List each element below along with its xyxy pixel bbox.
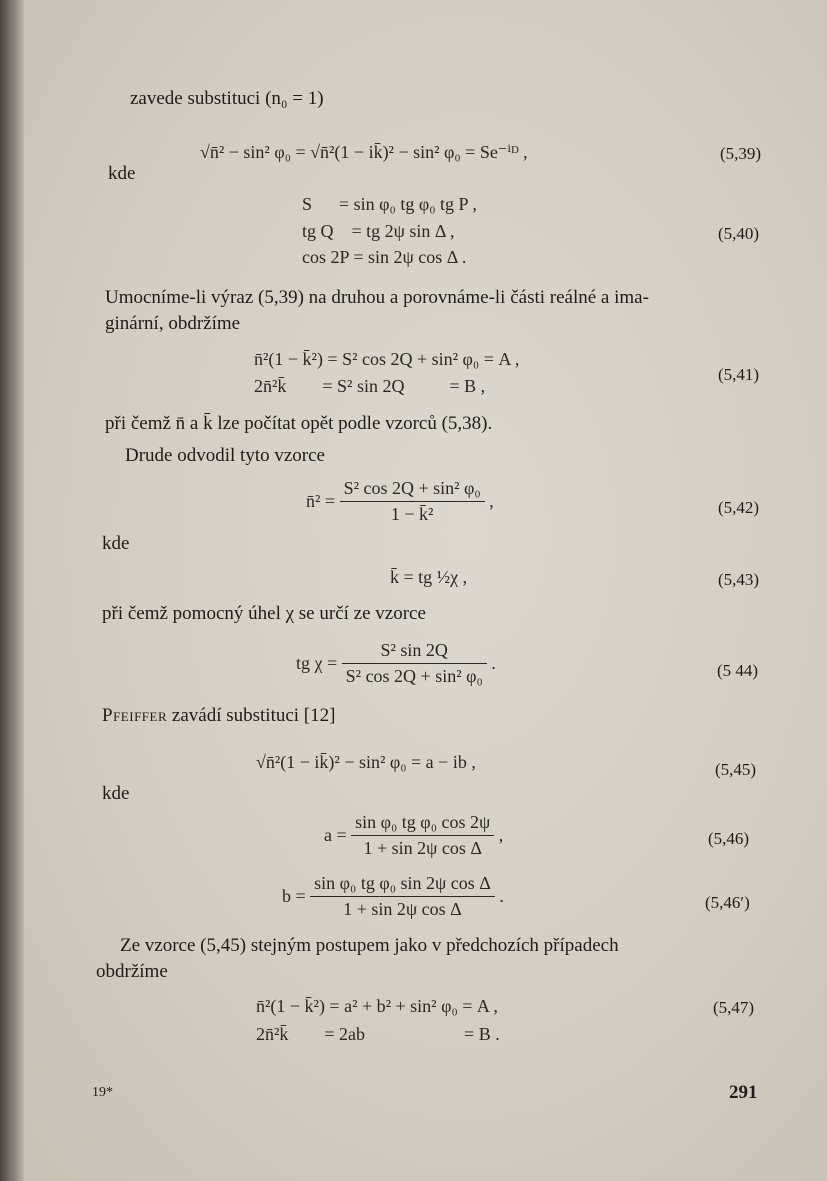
line-drude: Drude odvodil tyto vzorce xyxy=(125,445,325,466)
eq-5-44-numerator: S² sin 2Q xyxy=(342,640,487,664)
eq-label-5-45: (5,45) xyxy=(715,760,757,779)
kde-line-2: kde xyxy=(102,533,130,554)
paragraph-umocnime-line2: ginární, obdržíme xyxy=(105,313,241,334)
eq-5-46p-denominator: 1 + sin 2ψ cos Δ xyxy=(343,899,462,919)
eq-label-5-40: (5,40) xyxy=(718,224,760,243)
line-pri-cemz-1: při čemž n̄ a k̄ lze počítat opět podle vzorců (5,38). xyxy=(105,413,493,434)
equation-5-45: √n̄²(1 − ik̄)² − sin² φ₀ = a − ib , xyxy=(256,752,476,772)
eq-label-5-41: (5,41) xyxy=(718,365,760,384)
author-pfeiffer: Pfeiffer xyxy=(102,705,168,726)
eq-5-46p-fraction xyxy=(310,873,495,920)
paragraph-ze-vzorce-line2: obdržíme xyxy=(96,961,168,982)
eq-5-42-numerator: S² cos 2Q + sin² φ₀ xyxy=(340,478,485,502)
printer-signature: 19* xyxy=(92,1085,113,1100)
paragraph-umocnime-line1: Umocníme-li výraz (5,39) na druhou a porovnáme-li části reálné a ima- xyxy=(105,287,649,308)
equation-5-47-b: 2n̄²k̄ = 2ab = B . xyxy=(256,1024,500,1044)
equation-5-39: √n̄² − sin² φ₀ = √n̄²(1 − ik̄)² − sin² φ₀ = Se⁻ⁱᴰ , xyxy=(200,142,528,162)
eq-label-5-43: (5,43) xyxy=(718,570,760,589)
book-spine-shadow xyxy=(0,0,24,1181)
equation-5-46: a = $\frac{\text{sin φ₀ tg φ₀ cos 2ψ}}{\text{1 + sin 2ψ cos Δ}}$ , xyxy=(324,812,504,858)
eq-label-5-42: (5,42) xyxy=(718,498,760,517)
kde-line-1: kde xyxy=(108,163,136,184)
equation-5-42: n̄² = $\frac{\text{S² cos 2Q + sin² φ₀}}{\text{1 − k̄²}}$ , xyxy=(306,478,494,524)
equation-5-40-c: cos 2P = sin 2ψ cos Δ . xyxy=(302,247,467,267)
eq-5-42-denominator: 1 − k̄² xyxy=(390,504,434,524)
equation-5-47-a: n̄²(1 − k̄²) = a² + b² + sin² φ₀ = A , xyxy=(256,996,498,1016)
equation-5-40-a: S = sin φ₀ tg φ₀ tg P , xyxy=(302,194,477,214)
pfeiffer-line-rest: zavádí substituci [12] xyxy=(167,705,336,726)
equation-5-43: k̄ = tg ½χ , xyxy=(390,567,468,587)
kde-line-3: kde xyxy=(102,783,130,804)
eq-5-44-lhs: tg χ = xyxy=(296,653,338,673)
equation-5-41-a: n̄²(1 − k̄²) = S² cos 2Q + sin² φ₀ = A , xyxy=(254,349,520,369)
eq-5-46-fraction xyxy=(351,812,494,859)
paragraph-ze-vzorce-line1: Ze vzorce (5,45) stejným postupem jako v předchozích případech xyxy=(120,935,619,956)
intro-line: zavede substituci (n₀ = 1) xyxy=(130,88,324,109)
eq-label-5-44: (5 44) xyxy=(717,661,759,680)
pfeiffer-line xyxy=(102,705,335,728)
eq-5-42-lhs: n̄² = xyxy=(306,491,336,511)
eq-5-44-denominator: S² cos 2Q + sin² φ₀ xyxy=(345,666,483,686)
equation-5-41-b: 2n̄²k̄ = S² sin 2Q = B , xyxy=(254,376,486,396)
equation-5-44: tg χ = $\frac{\text{S² sin 2Q}}{\text{S² cos 2Q + sin² φ₀}}$ . xyxy=(296,640,496,686)
eq-5-44-fraction xyxy=(342,640,487,687)
eq-label-5-39: (5,39) xyxy=(720,144,762,163)
eq-5-46p-lhs: b = xyxy=(282,886,306,906)
eq-label-5-46: (5,46) xyxy=(708,829,750,848)
line-pri-cemz-2: při čemž pomocný úhel χ se určí ze vzorce xyxy=(102,603,426,624)
eq-5-46-numerator: sin φ₀ tg φ₀ cos 2ψ xyxy=(351,812,494,836)
eq-5-46p-numerator: sin φ₀ tg φ₀ sin 2ψ cos Δ xyxy=(310,873,495,897)
eq-5-46-denominator: 1 + sin 2ψ cos Δ xyxy=(363,838,482,858)
page-number: 291 xyxy=(729,1082,758,1103)
eq-5-42-fraction xyxy=(340,478,485,525)
eq-5-46-lhs: a = xyxy=(324,825,347,845)
equation-5-46-prime: b = $\frac{\text{sin φ₀ tg φ₀ sin 2ψ cos Δ}}{\text{1 + sin 2ψ cos Δ}}$ . xyxy=(282,873,504,919)
book-page xyxy=(24,0,827,1181)
eq-label-5-47: (5,47) xyxy=(713,998,755,1017)
equation-5-40-b: tg Q = tg 2ψ sin Δ , xyxy=(302,221,455,241)
eq-label-5-46-prime: (5,46′) xyxy=(705,893,750,912)
